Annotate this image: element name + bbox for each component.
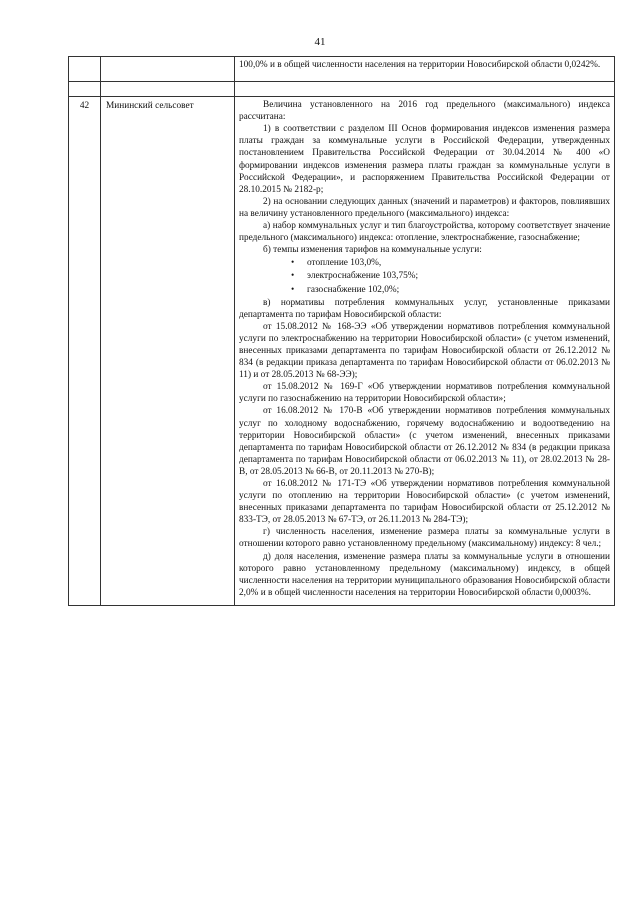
bullet-icon: • bbox=[291, 284, 295, 295]
list-item: • отопление 103,0%, bbox=[291, 258, 382, 269]
row-number-cell bbox=[69, 57, 101, 82]
paragraph: г) численность населения, изменение размера платы за коммунальные услуги в отношении которого равно установленному предельному (максимальному) индексу: 8 чел.; bbox=[239, 527, 610, 550]
paragraph: 2) на основании следующих данных (значений и параметров) и факторов, повлиявших на величину установленного предельного (максимального) индекса: bbox=[239, 196, 610, 219]
paragraph: от 15.08.2012 № 169-Г «Об утверждении нормативов потребления коммунальной услуги по газоснабжению на территории Новосибирской области»; bbox=[239, 382, 610, 405]
paragraph: от 16.08.2012 № 170-В «Об утверждении нормативов потребления коммунальных услуг по холодному водоснабжению, горячему водоснабжению и водоотведению на территории Новосибирской области» (с учетом изменений, внесенных приказами департамента по тарифам Новосибирской области от 26.12.2012 № 834 (в редакции приказа департамента по тарифам Новосибирской области от 06.02.2013 № 11), от 28.02.2013 № 28-В, от 28.05.2013 № 66-В, от 20.11.2013 № 270-В); bbox=[239, 406, 610, 477]
bullet-icon: • bbox=[291, 258, 295, 269]
page-number: 41 bbox=[314, 36, 326, 48]
paragraph: Величина установленного на 2016 год предельного (максимального) индекса рассчитана: bbox=[239, 100, 610, 123]
bullet-icon: • bbox=[291, 271, 295, 282]
list-item: • газоснабжение 102,0%; bbox=[291, 284, 400, 295]
municipality-cell bbox=[101, 57, 235, 82]
municipality-cell: Мининский сельсовет bbox=[101, 97, 235, 606]
table-row bbox=[69, 97, 615, 606]
description-cell bbox=[235, 97, 615, 606]
description-cell bbox=[235, 57, 615, 82]
paragraph: 1) в соответствии с разделом III Основ формирования индексов изменения размера платы граждан за коммунальные услуги в Российской Федерации, утвержденных постановлением Правительства Российской Федерации от 30.04.2014 № 400 «О формировании индексов изменения размера платы граждан за коммунальные услуги в Российской Федерации», и распоряжением Правительства Российской Федерации от 28.10.2015 № 2182-р; bbox=[239, 124, 610, 195]
paragraph: а) набор коммунальных услуг и тип благоустройства, которому соответствует значение предельного (максимального) индекса: отопление, электроснабжение, газоснабжение; bbox=[239, 221, 610, 244]
paragraph: в) нормативы потребления коммунальных услуг, установленные приказами департамента по тарифам Новосибирской области: bbox=[239, 297, 610, 320]
paragraph: 100,0% и в общей численности населения на территории Новосибирской области 0,0242%. bbox=[239, 60, 601, 70]
list-item: • электроснабжение 103,75%; bbox=[291, 271, 419, 282]
document-table bbox=[68, 56, 615, 606]
paragraph: от 15.08.2012 № 168-ЭЭ «Об утверждении нормативов потребления коммунальной услуги по электроснабжению на территории Новосибирской области» (с учетом изменений, внесенных приказами департамента по тарифам Новосибирской области от 26.12.2012 № 834 (в редакции приказа департамента по тарифам Новосибирской области от 06.02.2013 № 11) и от 28.05.2013 № 68-ЭЭ); bbox=[239, 321, 610, 381]
table-row-spacer bbox=[69, 82, 615, 97]
paragraph: от 16.08.2012 № 171-ТЭ «Об утверждении нормативов потребления коммунальной услуги по отоплению на территории Новосибирской области» (с учетом изменений, внесенных приказами департамента по тарифам Новосибирской области от 25.12.2012 № 833-ТЭ, от 28.05.2013 № 67-ТЭ, от 26.11.2013 № 284-ТЭ); bbox=[239, 479, 610, 526]
paragraph: б) темпы изменения тарифов на коммунальные услуги: bbox=[263, 245, 482, 256]
row-number-cell: 42 bbox=[69, 97, 101, 606]
table-row bbox=[69, 57, 615, 82]
paragraph: д) доля населения, изменение размера платы за коммунальные услуги в отношении которого равно установленному предельному (максимальному) индексу, в общей численности населения на территории муниципального образования Новосибирской области 2,0% и в общей численности населения на территории Новосибирской области 0,0003%. bbox=[239, 551, 610, 598]
